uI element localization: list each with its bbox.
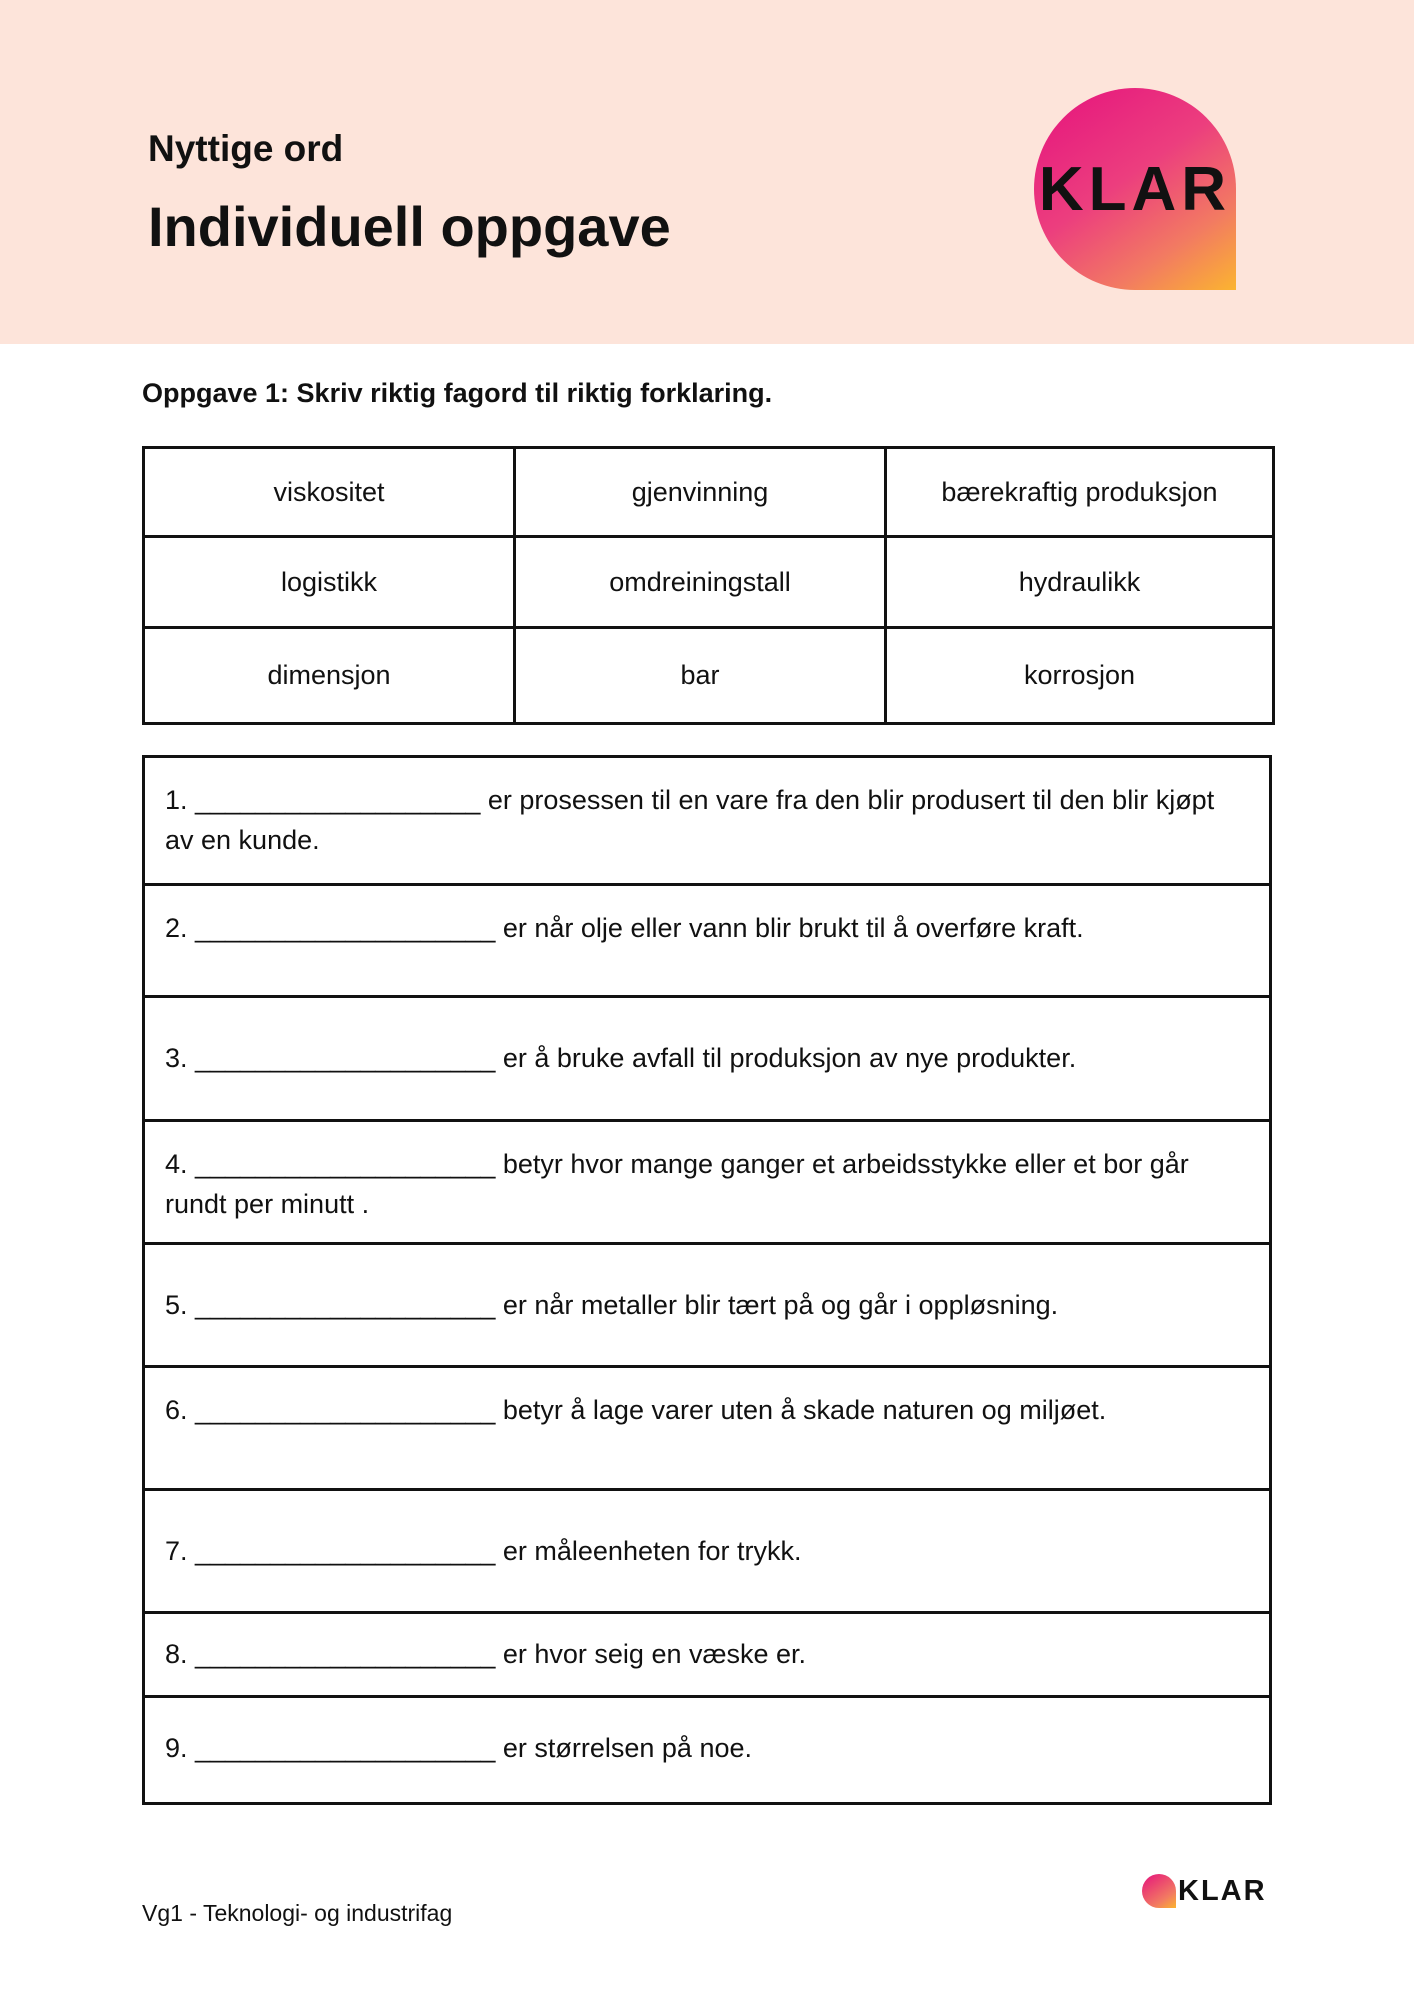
page-subtitle: Nyttige ord	[148, 128, 344, 169]
header-banner	[0, 0, 1414, 344]
logo-text: KLAR	[1038, 154, 1232, 224]
sentence-number: 7.	[165, 1536, 188, 1566]
word-bank-row	[144, 448, 1274, 537]
sentence-row	[145, 1695, 1269, 1802]
sentence-number: 5.	[165, 1290, 188, 1320]
sentence-row	[145, 883, 1269, 995]
word-cell: viskositet	[144, 448, 515, 537]
word-cell: gjenvinning	[515, 448, 886, 537]
sentence-list	[142, 755, 1272, 1805]
sentence-text: er når olje eller vann blir brukt til å overføre kraft.	[495, 913, 1084, 943]
answer-blank[interactable]: ____________________	[195, 913, 496, 943]
sentence-row	[145, 1119, 1269, 1242]
word-bank-row	[144, 537, 1274, 628]
sentence-number: 6.	[165, 1395, 188, 1425]
sentence-number: 9.	[165, 1733, 188, 1763]
answer-blank[interactable]: ____________________	[195, 1043, 496, 1073]
answer-blank[interactable]: ____________________	[195, 1733, 496, 1763]
sentence-text: er hvor seig en væske er.	[495, 1639, 807, 1669]
word-cell: hydraulikk	[886, 537, 1274, 628]
sentence-row	[145, 758, 1269, 883]
sentence-row	[145, 1365, 1269, 1488]
word-cell: korrosjon	[886, 628, 1274, 724]
sentence-text: er måleenheten for trykk.	[495, 1536, 802, 1566]
word-cell: logistikk	[144, 537, 515, 628]
sentence-number: 3.	[165, 1043, 188, 1073]
sentence-text: er prosessen til en vare fra den blir produsert til den blir kjøpt av en kunde.	[165, 785, 1215, 855]
answer-blank[interactable]: ____________________	[195, 1290, 496, 1320]
logo-mark-icon	[1142, 1874, 1176, 1908]
answer-blank[interactable]: ____________________	[195, 1536, 496, 1566]
footer-klar-logo	[1142, 1874, 1267, 1908]
task-heading: Oppgave 1: Skriv riktig fagord til riktig forklaring.	[142, 378, 773, 408]
sentence-text: betyr å lage varer uten å skade naturen og miljøet.	[495, 1395, 1107, 1425]
footer-course: Vg1 - Teknologi- og industrifag	[142, 1900, 453, 1926]
klar-logo	[1034, 88, 1236, 290]
sentence-row	[145, 1242, 1269, 1365]
word-cell: dimensjon	[144, 628, 515, 724]
answer-blank[interactable]: ___________________	[195, 785, 481, 815]
sentence-text: er størrelsen på noe.	[495, 1733, 752, 1763]
sentence-row	[145, 1488, 1269, 1611]
sentence-text: betyr hvor mange ganger et arbeidsstykke eller et bor går rundt per minutt .	[165, 1149, 1189, 1219]
page-title: Individuell oppgave	[148, 195, 671, 258]
word-bank-row	[144, 628, 1274, 724]
word-bank-table	[142, 446, 1275, 725]
sentence-number: 2.	[165, 913, 188, 943]
sentence-text: er når metaller blir tært på og går i oppløsning.	[495, 1290, 1059, 1320]
answer-blank[interactable]: ____________________	[195, 1639, 496, 1669]
word-cell: omdreiningstall	[515, 537, 886, 628]
sentence-number: 8.	[165, 1639, 188, 1669]
answer-blank[interactable]: ____________________	[195, 1395, 496, 1425]
sentence-row	[145, 995, 1269, 1119]
answer-blank[interactable]: ____________________	[195, 1149, 496, 1179]
footer-logo-text: KLAR	[1178, 1874, 1267, 1907]
word-cell: bar	[515, 628, 886, 724]
word-cell: bærekraftig produksjon	[886, 448, 1274, 537]
sentence-number: 4.	[165, 1149, 188, 1179]
sentence-row	[145, 1611, 1269, 1695]
sentence-number: 1.	[165, 785, 188, 815]
sentence-text: er å bruke avfall til produksjon av nye produkter.	[495, 1043, 1077, 1073]
